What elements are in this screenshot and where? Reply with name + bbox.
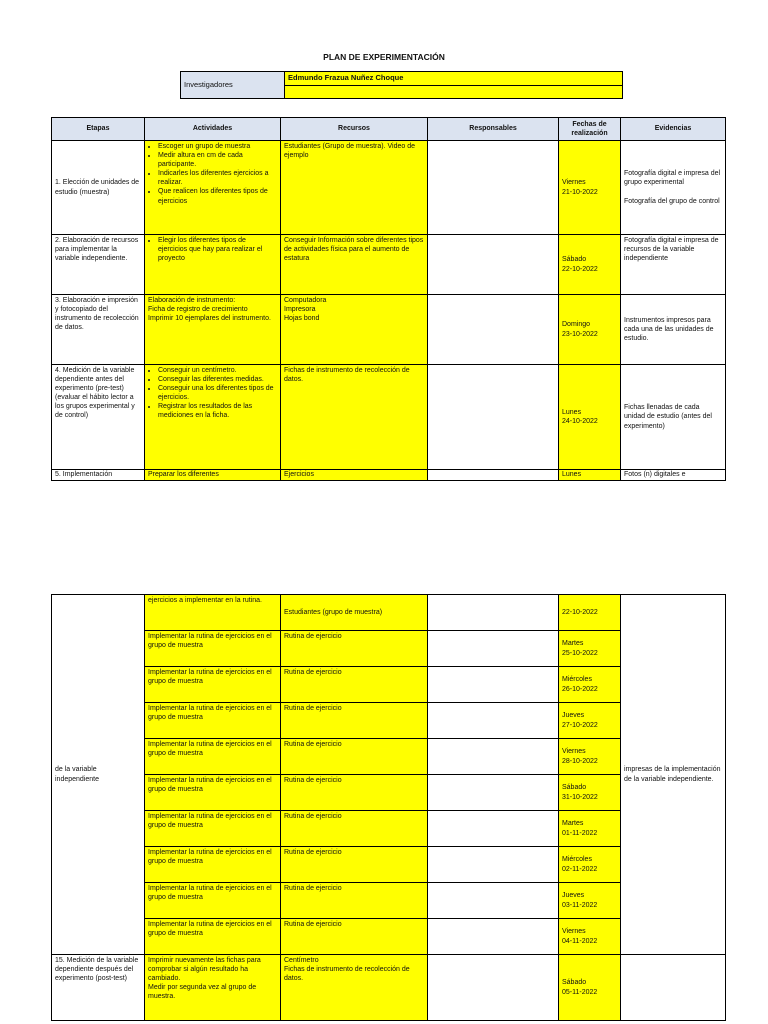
recurso-line: Centímetro [284,957,319,964]
responsables-cell [428,703,559,739]
actividad-item: • Medir altura en cm de cada participante. [158,151,277,169]
plan-table-continuation [51,594,726,1021]
etapa-cell: 5. Implementación [52,470,145,481]
fecha-date: 03-11-2022 [562,901,598,909]
fecha-day: Sábado [562,256,587,264]
header-row [52,118,726,141]
responsables-cell [428,739,559,775]
responsables-cell [428,955,559,1021]
recursos-cell: Rutina de ejercicio [281,775,428,811]
recursos-cell: Rutina de ejercicio [281,883,428,919]
actividades-cell [145,955,281,1021]
recursos-cell: Rutina de ejercicio [281,667,428,703]
responsables-cell [428,883,559,919]
fecha-cell [559,141,621,235]
header-etapas: Etapas [52,118,145,141]
recursos-cell: Rutina de ejercicio [281,631,428,667]
fecha-cell [559,667,621,703]
table-row [52,470,726,481]
fecha-day: Jueves [562,712,585,720]
fecha-day: Sábado [562,784,587,792]
fecha-date: 25-10-2022 [562,649,598,657]
actividades-cell: Implementar la rutina de ejercicios en el grupo de muestra [145,775,281,811]
recursos-cell: Rutina de ejercicio [281,811,428,847]
actividad-item: • Escoger un grupo de muestra [158,142,277,151]
actividad-item: • Que realicen los diferentes tipos de ejercicios [158,187,277,205]
investigators-label: Investigadores [181,72,285,99]
etapa-cell: de la variable independiente [52,595,145,955]
fecha-cell [559,739,621,775]
header-responsables: Responsables [428,118,559,141]
fecha-date: 23-10-2022 [562,330,598,338]
actividad-item: • Registrar los resultados de las mediciones en la ficha. [158,402,277,420]
fecha-cell [559,295,621,365]
actividad-line: Imprimir nuevamente las fichas para comprobar si algún resultado ha cambiado. [148,957,261,983]
actividades-cell [145,141,281,235]
actividades-cell [145,235,281,295]
etapa-cell: 4. Medición de la variable dependiente antes del experimento (pre-test) (evaluar el hábito lector a los grupos experimental y de control) [52,365,145,470]
responsables-cell [428,141,559,235]
table-row [52,955,726,1021]
actividad-item: • Conseguir las diferentes medidas. [158,375,277,384]
responsables-cell [428,470,559,481]
investigator-name-2 [285,85,623,99]
plan-table [51,117,726,481]
etapa-cell: 15. Medición de la variable dependiente después del experimento (post-test) [52,955,145,1021]
responsables-cell [428,235,559,295]
actividades-cell: Implementar la rutina de ejercicios en el grupo de muestra [145,739,281,775]
fecha-cell: Lunes [559,470,621,481]
actividad-item: • Elegir los diferentes tipos de ejercicios que hay para realizar el proyecto [158,236,277,263]
recursos-cell: Rutina de ejercicio [281,739,428,775]
fecha-cell [559,235,621,295]
actividades-cell: Preparar los diferentes [145,470,281,481]
table-row [52,295,726,365]
table-row [52,141,726,235]
recursos-cell: Rutina de ejercicio [281,847,428,883]
actividad-line: Medir por segunda vez al grupo de muestra. [148,984,257,1001]
actividad-line: Ficha de registro de crecimiento [148,306,248,314]
fecha-day: Jueves [562,892,585,900]
table-row [52,235,726,295]
recurso-line: Hojas bond [284,315,320,323]
recursos-cell [281,295,428,365]
fecha-day: Lunes [562,408,582,416]
fecha-date: 24-10-2022 [562,418,598,425]
etapa-cell: 2. Elaboración de recursos para implementar la variable independiente. [52,235,145,295]
fecha-cell [559,775,621,811]
header-evidencias: Evidencias [621,118,726,141]
fecha-day: Miércoles [562,676,592,684]
fecha-date: 26-10-2022 [562,685,598,693]
table-row [52,365,726,470]
actividades-cell: Implementar la rutina de ejercicios en el grupo de muestra [145,703,281,739]
recursos-cell: Ejercicios [281,470,428,481]
fecha-date: 05-11-2022 [562,988,598,996]
actividad-line: Imprimir 10 ejemplares del instrumento. [148,315,271,323]
fecha-day: Viernes [562,928,586,936]
responsables-cell [428,595,559,631]
fecha-cell [559,883,621,919]
recursos-cell: Conseguir Información sobre diferentes tipos de actividades física para el aumento de estatura [281,235,428,295]
fecha-cell [559,955,621,1021]
recursos-cell [281,955,428,1021]
fecha-cell [559,919,621,955]
actividades-cell [145,365,281,470]
fecha-date: 01-11-2022 [562,829,598,837]
fecha-date: 02-11-2022 [562,865,598,873]
evidencias-cell: Instrumentos impresos para cada una de las unidades de estudio. [621,295,726,365]
recurso-line: Computadora [284,297,327,304]
header-actividades: Actividades [145,118,281,141]
etapa-cell: 3. Elaboración e impresión y fotocopiado del instrumento de recolección de datos. [52,295,145,365]
investigator-name: Edmundo Frazua Nuñez Choque [285,72,623,86]
table-row [52,595,726,631]
spacer [624,188,722,197]
actividades-cell: Implementar la rutina de ejercicios en el grupo de muestra [145,631,281,667]
fecha-date: 04-11-2022 [562,937,598,945]
fecha-day: Martes [562,820,584,828]
document-title: PLAN DE EXPERIMENTACIÓN [323,52,445,62]
responsables-cell [428,919,559,955]
actividades-cell: Implementar la rutina de ejercicios en el grupo de muestra [145,667,281,703]
fecha-day: Sábado [562,979,587,987]
actividades-cell: ejercicios a implementar en la rutina. [145,595,281,631]
investigators-table [180,71,623,99]
actividad-item: • Conseguir un centímetro. [158,366,277,375]
recursos-cell: Estudiantes (grupo de muestra) [281,595,428,631]
evidencias-cell [621,955,726,1021]
recurso-line: Fichas de instrumento de recolección de datos. [284,966,410,983]
evidencias-cell: Fichas llenadas de cada unidad de estudio (antes del experimento) [621,365,726,470]
responsables-cell [428,811,559,847]
etapa-cell: 1. Elección de unidades de estudio (muestra) [52,141,145,235]
fecha-date: 21-10-2022 [562,188,598,196]
evidencia-text: Fotografía del grupo de control [624,197,720,205]
fecha-cell [559,703,621,739]
fecha-cell [559,811,621,847]
recursos-cell: Fichas de instrumento de recolección de datos. [281,365,428,470]
responsables-cell [428,775,559,811]
actividad-item: • Indicarles los diferentes ejercicios a realizar. [158,169,277,187]
responsables-cell [428,667,559,703]
fecha-date: 22-10-2022 [562,265,598,273]
actividades-cell [145,295,281,365]
responsables-cell [428,631,559,667]
recursos-cell: Rutina de ejercicio [281,703,428,739]
fecha-day: Domingo [562,321,591,329]
fecha-cell [559,595,621,631]
fecha-cell [559,631,621,667]
evidencias-cell: impresas de la implementación de la variable independiente. [621,595,726,955]
header-fechas: Fechas de realización [559,118,621,141]
fecha-day: Viernes [562,179,586,187]
responsables-cell [428,847,559,883]
fecha-day: Martes [562,640,584,648]
actividades-cell: Implementar la rutina de ejercicios en el grupo de muestra [145,883,281,919]
actividades-cell: Implementar la rutina de ejercicios en el grupo de muestra [145,847,281,883]
fecha-cell [559,847,621,883]
fecha-day: Viernes [562,748,586,756]
recurso-line: Impresora [284,306,316,314]
actividad-item: • Conseguir una los diferentes tipos de ejercicios. [158,384,277,402]
fecha-date: 27-10-2022 [562,721,598,729]
actividades-cell: Implementar la rutina de ejercicios en el grupo de muestra [145,811,281,847]
header-recursos: Recursos [281,118,428,141]
recursos-cell: Rutina de ejercicio [281,919,428,955]
recursos-cell: Estudiantes (Grupo de muestra). Video de ejemplo [281,141,428,235]
responsables-cell [428,295,559,365]
actividad-line: Elaboración de instrumento: [148,297,236,304]
fecha-cell [559,365,621,470]
responsables-cell [428,365,559,470]
evidencias-cell [621,141,726,235]
evidencia-text: Fotografía digital e impresa del grupo experimental [624,170,721,187]
fecha-date: 28-10-2022 [562,757,598,765]
actividades-cell: Implementar la rutina de ejercicios en el grupo de muestra [145,919,281,955]
fecha-day: Miércoles [562,856,592,864]
fecha-date: 22-10-2022 [562,608,598,616]
fecha-date: 31-10-2022 [562,793,598,801]
evidencias-cell: Fotografía digital e impresa de recursos de la variable independiente [621,235,726,295]
evidencias-cell: Fotos (n) digitales e [621,470,726,481]
